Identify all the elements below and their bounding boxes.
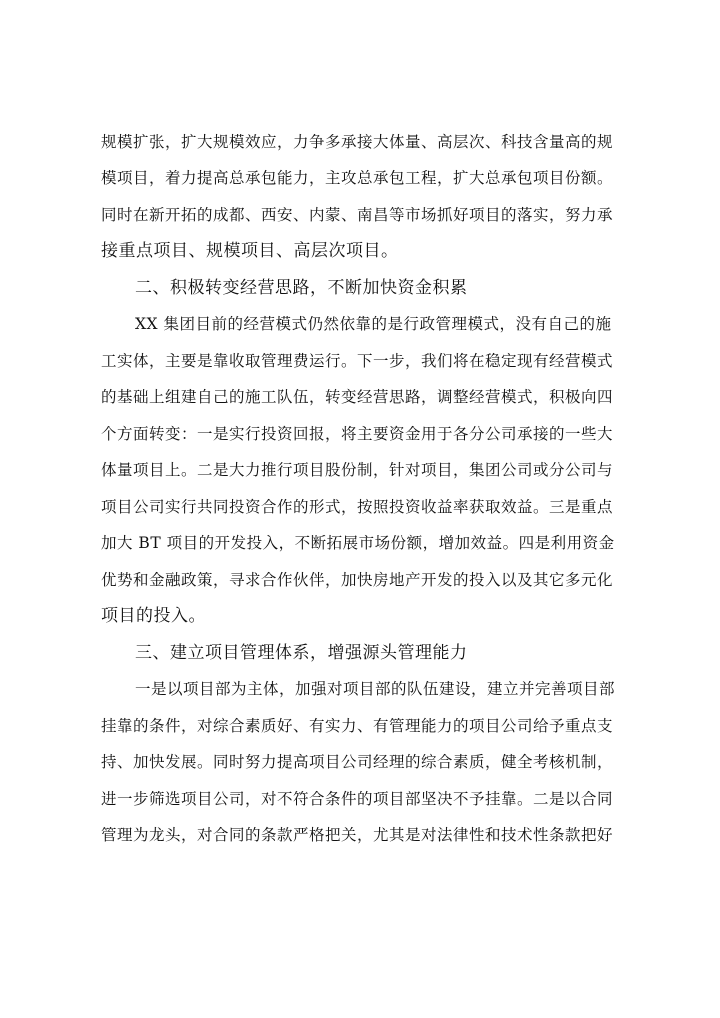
section-heading: 三、建立项目管理体系，增强源头管理能力: [135, 643, 468, 663]
text-line: 模项目，着力提高总承包能力，主攻总承包工程，扩大总承包项目份额。: [101, 169, 614, 187]
text-line: 优势和金融政策，寻求合作伙伴，加快房地产开发的投入以及其它多元化: [101, 571, 614, 589]
text-line: 进一步筛选项目公司，对不符合条件的项目部坚决不予挂靠。二是以合同: [101, 790, 614, 808]
text-line: 体量项目上。二是大力推行项目股份制，针对项目，集团公司或分公司与: [101, 461, 614, 479]
text-line: 接重点项目、规模项目、高层次项目。: [101, 241, 399, 261]
text-line: 持、加快发展。同时努力提高项目公司经理的综合素质，健全考核机制，: [101, 753, 614, 771]
text-line: 个方面转变：一是实行投资回报，将主要资金用于各分公司承接的一些大: [101, 425, 614, 443]
text-line: 挂靠的条件，对综合素质好、有实力、有管理能力的项目公司给予重点支: [101, 717, 614, 735]
text-line: XX 集团目前的经营模式仍然依靠的是行政管理模式，没有自己的施: [135, 315, 612, 333]
section-heading: 二、积极转变经营思路，不断加快资金积累: [135, 278, 468, 298]
text-line: 项目的投入。: [101, 606, 206, 626]
text-line: 一是以项目部为主体，加强对项目部的队伍建设，建立并完善项目部: [135, 680, 616, 698]
text-line: 管理为龙头，对合同的条款严格把关，尤其是对法律性和技术性条款把好: [101, 826, 614, 844]
text-line: 加大 BT 项目的开发投入，不断拓展市场份额，增加效益。四是利用资金: [101, 534, 615, 552]
text-line: 工实体，主要是靠收取管理费运行。下一步，我们将在稳定现有经营模式: [101, 352, 614, 370]
text-line: 的基础上组建自己的施工队伍，转变经营思路，调整经营模式，积极向四: [101, 388, 614, 406]
text-line: 项目公司实行共同投资合作的形式，按照投资收益率获取效益。三是重点: [101, 498, 614, 516]
text-line: 同时在新开拓的成都、西安、内蒙、南昌等市场抓好项目的落实，努力承: [101, 206, 614, 224]
text-line: 规模扩张，扩大规模效应，力争多承接大体量、高层次、科技含量高的规: [101, 133, 614, 151]
